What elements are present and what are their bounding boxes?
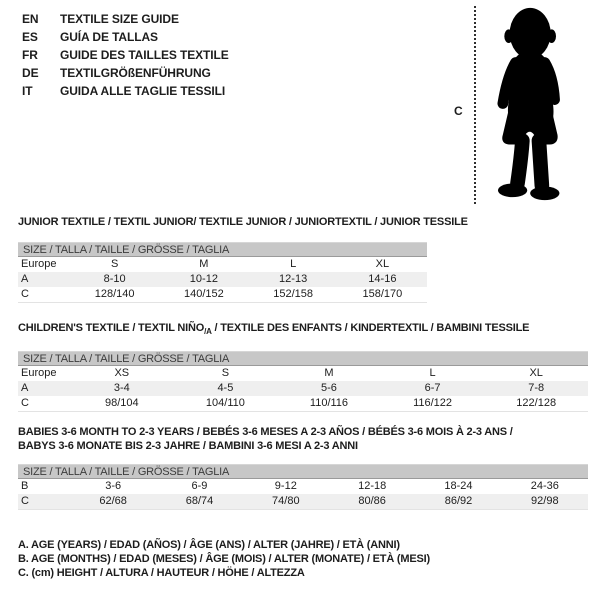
age-cell: 8-10 [70,272,159,287]
height-cell: 128/140 [94,288,135,300]
size-header-bar: SIZE / TALLA / TAILLE / GRÖSSE / TAGLIA [18,242,427,257]
row-label: Europe [21,258,57,270]
section-title-line2: BABYS 3-6 MONATE BIS 2-3 JAHRE / BAMBINI 3-6 MESI A 2-3 ANNI [18,440,358,452]
height-cell: 74/80 [243,494,329,510]
list-item [22,64,229,82]
guide-title-label: GUIDE DES TAILLES TEXTILE [60,48,229,62]
table-row [18,272,427,287]
size-cell: M [324,367,334,380]
height-measure-label: C [454,104,463,118]
height-cell: 152/158 [273,288,313,300]
height-cell: 86/92 [415,494,501,510]
table-row [18,396,588,412]
children-textile-section [18,321,588,412]
age-cell: 10-12 [159,272,248,287]
table-row [18,257,427,272]
height-cell: 98/104 [104,397,139,410]
language-code: FR [22,48,38,62]
junior-textile-section [18,215,468,303]
language-code: DE [22,66,39,80]
age-cell: 7-8 [484,381,588,396]
list-item [22,46,229,64]
size-cell: S [110,258,119,270]
footnote-b: B. AGE (MONTHS) / EDAD (MESES) / ÂGE (MOIS) / ALTER (MONATE) / ETÀ (MESI) [18,553,430,565]
age-cell: 6-9 [191,480,208,492]
row-label: C [21,288,29,300]
list-item [22,10,229,28]
junior-size-table [18,257,427,303]
size-cell: M [199,258,209,270]
babies-textile-section [18,425,588,510]
guide-title-label: GUÍA DE TALLAS [60,30,158,44]
height-cell: 92/98 [502,494,588,510]
height-cell: 62/68 [70,494,156,510]
table-row [18,366,588,381]
age-cell: 4-5 [174,381,278,396]
size-cell: L [429,367,436,380]
guide-title-label: TEXTILGRÖßENFÜHRUNG [60,66,211,80]
age-cell: 6-7 [381,381,485,396]
row-label: C [21,397,29,410]
height-cell: 110/116 [309,397,349,410]
age-cell: 3-4 [70,381,174,396]
babies-size-table [18,479,588,510]
age-cell: 14-16 [338,272,427,287]
section-title: BABIES 3-6 MONTH TO 2-3 YEARS / BEBÉS 3-6 MESES A 2-3 AÑOS / BÉBÉS 3-6 MOIS À 2-3 ANS / [18,426,513,438]
table-row [18,287,427,303]
table-row [18,381,588,396]
height-measure-figure [448,4,598,209]
age-cell: 24-36 [530,480,559,492]
language-code: ES [22,30,38,44]
size-cell: XL [529,367,543,380]
age-cell: 12-13 [249,272,338,287]
language-code: EN [22,12,39,26]
size-cell: L [290,258,297,270]
height-dotted-line [474,6,476,204]
row-label: C [18,494,70,510]
guide-title-label: GUIDA ALLE TAGLIE TESSILI [60,84,226,98]
table-row [18,479,588,494]
height-cell: 68/74 [156,494,242,510]
height-cell: 104/110 [205,397,245,410]
children-size-table [18,366,588,412]
size-cell: XL [375,258,390,270]
row-label: Europe [21,367,57,380]
row-label: B [21,480,29,492]
footnote-a: A. AGE (YEARS) / EDAD (AÑOS) / ÂGE (ANS) / ALTER (JAHRE) / ETÀ (ANNI) [18,539,400,551]
list-item [22,28,229,46]
size-cell: S [221,367,230,380]
language-guide-list [22,10,229,100]
list-item [22,82,229,100]
section-title: CHILDREN'S TEXTILE / TEXTIL $NIÑO_{/A}$ / TEXTILE DES ENFANTS / KINDERTEXTIL / BAMBINI TESSILE [18,322,530,337]
baby-silhouette-icon [484,4,589,204]
row-label: A [18,381,70,396]
size-header-bar: SIZE / TALLA / TAILLE / GRÖSSE / TAGLIA [18,351,588,366]
height-cell: 140/152 [183,288,224,300]
age-cell: 5-6 [277,381,381,396]
height-cell: 122/128 [516,397,557,410]
guide-title-label: TEXTILE SIZE GUIDE [60,12,179,26]
size-header-bar: SIZE / TALLA / TAILLE / GRÖSSE / TAGLIA [18,464,588,479]
age-cell: 9-12 [274,480,297,492]
row-label: A [18,272,70,287]
age-cell: 3-6 [105,480,122,492]
age-cell: 12-18 [358,480,387,492]
size-cell: XS [114,367,130,380]
footnote-c: C. (cm) HEIGHT / ALTURA / HAUTEUR / HÖHE / ALTEZZA [18,567,305,579]
language-code: IT [22,84,33,98]
height-cell: 80/86 [329,494,415,510]
section-title: JUNIOR TEXTILE / TEXTIL JUNIOR/ TEXTILE JUNIOR / JUNIORTEXTIL / JUNIOR TESSILE [18,216,468,228]
age-cell: 18-24 [444,480,473,492]
table-row [18,494,588,510]
footnotes [18,538,430,580]
height-cell: 116/122 [413,397,453,410]
height-cell: 158/170 [362,288,403,300]
